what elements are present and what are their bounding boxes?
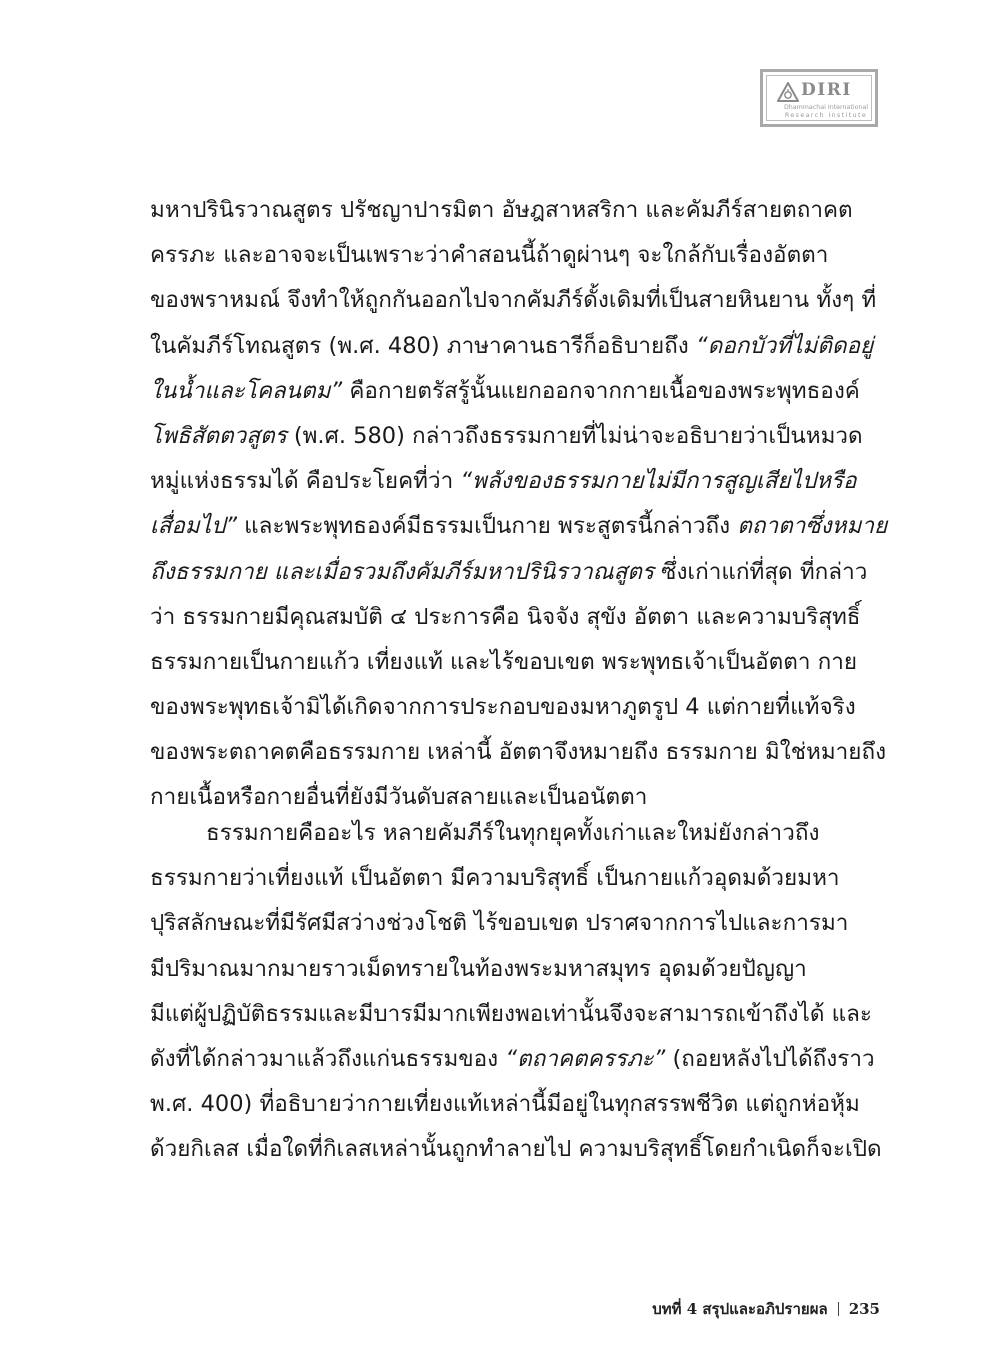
quote-italic: เสื่อมไป” <box>150 513 238 540</box>
text-line <box>150 1127 882 1172</box>
text-segment: และพระพุทธองค์มีธรรมเป็นกาย พระสูตรนี้กล่าวถึง <box>237 513 738 540</box>
quote-italic: “ดอกบัวที่ไม่ติดอยู่ <box>695 332 874 359</box>
text-line <box>150 550 882 595</box>
text-line <box>150 856 882 901</box>
text-line <box>150 324 882 369</box>
text-line <box>150 811 882 856</box>
text-segment: พ.ศ. 400) ที่อธิบายว่ากายเที่ยงแท้เหล่านี้มีอยู่ในทุกสรรพชีวิต แต่ถูกห่อหุ้ม <box>150 1091 860 1118</box>
text-line <box>150 595 882 640</box>
text-segment: ในคัมภีร์โทณสูตร (พ.ศ. 480) ภาษาคานธารีก็อธิบายถึง <box>150 332 696 359</box>
text-segment: หมู่แห่งธรรมได้ คือประโยคที่ว่า <box>150 468 461 495</box>
text-segment: คือกายตรัสรู้นั้นแยกออกจากกายเนื้อของพระพุทธองค์ <box>342 377 860 404</box>
page-footer <box>652 1297 880 1321</box>
logo-subtitle-line2: Research Institute <box>784 112 868 119</box>
text-line <box>150 901 882 946</box>
quote-italic: ในน้ำและโคลนตม” <box>150 377 343 404</box>
text-segment: มีปริมาณมากมายราวเม็ดทรายในท้องพระมหาสมุทร อุดมด้วยปัญญา <box>150 955 807 982</box>
text-segment: ว่า ธรรมกายมีคุณสมบัติ ๔ ประการคือ นิจจัง สุขัง อัตตา และความบริสุทธิ์ <box>150 603 861 630</box>
text-segment: ธรรมกายคืออะไร หลายคัมภีร์ในทุกยุคทั้งเก่าและใหม่ยังกล่าวถึง <box>206 820 820 846</box>
logo-subtitle-line1: Dhammachai International <box>783 104 869 111</box>
text-segment: ธรรมกายเป็นกายแก้ว เที่ยงแท้ และไร้ขอบเขต พระพุทธเจ้าเป็นอัตตา กาย <box>150 648 858 675</box>
text-segment: ซึ่งเก่าแก่ที่สุด ที่กล่าว <box>654 558 868 585</box>
page-number: 235 <box>848 1300 880 1318</box>
diri-emblem-icon <box>777 82 799 102</box>
chapter-label: บทที่ 4 สรุปและอภิปรายผล <box>652 1300 828 1318</box>
text-segment: มีแต่ผู้ปฏิบัติธรรมและมีบารมีมากเพียงพอเท่านั้นจึงจะสามารถเข้าถึงได้ และ <box>150 1000 872 1027</box>
text-segment: ปุริสลักษณะที่มีรัศมีสว่างช่วงโชติ ไร้ขอบเขต ปราศจากการไปและการมา <box>150 910 849 937</box>
text-line <box>150 278 882 323</box>
footer-divider <box>838 1302 839 1316</box>
quote-italic: “ตถาคตครรภะ” <box>505 1045 666 1072</box>
text-segment: (ถอยหลังไปได้ถึงราว <box>665 1045 875 1072</box>
text-segment: ของพระพุทธเจ้ามิได้เกิดจากการประกอบของมหาภูตรูป 4 แต่กายที่แท้จริง <box>150 694 856 721</box>
text-segment: ด้วยกิเลส เมื่อใดที่กิเลสเหล่านั้นถูกทำลายไป ความบริสุทธิ์โดยกำเนิดก็จะเปิด <box>150 1136 882 1163</box>
quote-italic: ถึงธรรมกาย และเมื่อรวมถึงคัมภีร์มหาปรินิรวาณสูตร <box>150 558 655 585</box>
logo-frame <box>766 75 872 121</box>
text-line <box>150 1037 882 1082</box>
text-line <box>150 1082 882 1127</box>
text-line <box>150 947 882 992</box>
text-line <box>150 369 882 414</box>
text-line <box>150 992 882 1037</box>
quote-italic: ตถาตาซึ่งหมาย <box>737 513 888 540</box>
text-segment: (พ.ศ. 580) กล่าวถึงธรรมกายที่ไม่น่าจะอธิบายว่าเป็นหมวด <box>286 422 863 449</box>
text-line <box>150 685 882 730</box>
title-italic: โพธิสัตตวสูตร <box>150 422 287 449</box>
text-segment: กายเนื้อหรือกายอื่นที่ยังมีวันดับสลายและเป็นอนัตตา <box>150 784 648 811</box>
text-line <box>150 640 882 685</box>
text-line <box>150 459 882 504</box>
text-segment: ดังที่ได้กล่าวมาแล้วถึงแก่นธรรมของ <box>150 1045 506 1072</box>
text-line <box>150 504 888 549</box>
text-segment: ครรภะ และอาจจะเป็นเพราะว่าคำสอนนี้ถ้าดูผ่านๆ จะใกล้กับเรื่องอัตตา <box>150 242 829 269</box>
text-segment: มหาปรินิรวาณสูตร ปรัชญาปารมิตา อัษฎสาหสริกา และคัมภีร์สายตถาคต <box>150 197 853 223</box>
diri-logo <box>760 69 878 127</box>
text-line <box>150 414 882 459</box>
text-line <box>150 233 882 278</box>
text-line <box>150 188 882 233</box>
text-line <box>150 730 887 775</box>
paragraph-2 <box>150 811 882 1173</box>
logo-title: DIRI <box>801 80 852 100</box>
text-segment: ของพระตถาคตคือธรรมกาย เหล่านี้ อัตตาจึงหมายถึง ธรรมกาย มิใช่หมายถึง <box>150 739 887 766</box>
paragraph-1 <box>150 188 888 821</box>
text-segment: ของพราหมณ์ จึงทำให้ถูกกันออกไปจากคัมภีร์ดั้งเดิมที่เป็นสายหินยาน ทั้งๆ ที่ <box>150 287 877 314</box>
quote-italic: “พลังของธรรมกายไม่มีการสูญเสียไปหรือ <box>460 468 857 495</box>
text-segment: ธรรมกายว่าเที่ยงแท้ เป็นอัตตา มีความบริสุทธิ์ เป็นกายแก้วอุดมด้วยมหา <box>150 865 840 892</box>
